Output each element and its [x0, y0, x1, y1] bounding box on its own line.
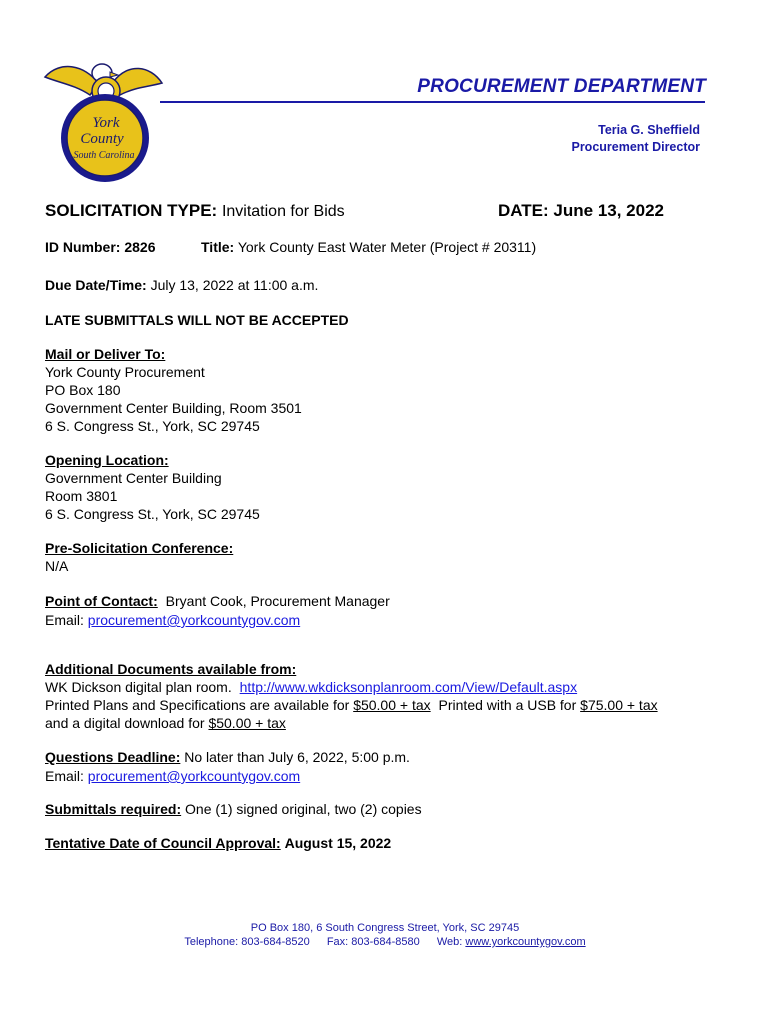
- county-seal-logo: [40, 55, 170, 185]
- department-title: PROCUREMENT DEPARTMENT: [417, 76, 706, 97]
- mail-line: Government Center Building, Room 3501: [45, 400, 302, 416]
- documents-line3-text: and a digital download for: [45, 715, 205, 731]
- solicitation-type-line: [45, 201, 345, 222]
- council-heading: Tentative Date of Council Approval:: [45, 835, 281, 851]
- solicitation-type-label: SOLICITATION TYPE:: [45, 201, 218, 220]
- footer-web-label: Web:: [436, 936, 463, 948]
- due-label: Due Date/Time:: [45, 277, 147, 293]
- late-submittals-notice: LATE SUBMITTALS WILL NOT BE ACCEPTED: [45, 312, 349, 328]
- council-value: August 15, 2022: [284, 835, 392, 851]
- questions-line: [45, 748, 410, 766]
- opening-line: Room 3801: [45, 488, 118, 504]
- title-line: [201, 238, 536, 256]
- mail-line: York County Procurement: [45, 364, 205, 380]
- opening-heading: Opening Location:: [45, 452, 169, 468]
- council-line: [45, 834, 391, 852]
- seal-text-county: County: [80, 131, 124, 147]
- price-usb: $75.00 + tax: [580, 697, 658, 713]
- opening-line: 6 S. Congress St., York, SC 29745: [45, 506, 260, 522]
- contact-heading: Point of Contact:: [45, 593, 158, 609]
- header-divider: [160, 101, 705, 103]
- mail-line: 6 S. Congress St., York, SC 29745: [45, 418, 260, 434]
- submittals-line: [45, 800, 422, 818]
- questions-value: No later than July 6, 2022, 5:00 p.m.: [184, 749, 410, 765]
- price-printed: $50.00 + tax: [353, 697, 431, 713]
- mail-heading: Mail or Deliver To:: [45, 346, 166, 362]
- conference-value: N/A: [45, 558, 69, 574]
- footer-contact-line: [0, 936, 770, 948]
- date-label: DATE:: [498, 201, 549, 220]
- plan-room-link[interactable]: http://www.wkdicksonplanroom.com/View/Default.aspx: [239, 679, 578, 695]
- mail-line: PO Box 180: [45, 382, 121, 398]
- price-digital: $50.00 + tax: [208, 715, 286, 731]
- documents-line1: [45, 678, 577, 696]
- documents-line3: [45, 714, 286, 732]
- documents-line2: [45, 696, 658, 714]
- seal-text-york: York: [92, 115, 120, 131]
- conference-heading: Pre-Solicitation Conference:: [45, 540, 234, 556]
- seal-text-state: South Carolina: [73, 150, 135, 161]
- submittals-heading: Submittals required:: [45, 801, 182, 817]
- submittals-value: One (1) signed original, two (2) copies: [185, 801, 422, 817]
- contact-value: Bryant Cook, Procurement Manager: [165, 593, 390, 609]
- contact-email-link[interactable]: procurement@yorkcountygov.com: [87, 612, 301, 628]
- documents-line1-text: WK Dickson digital plan room.: [45, 679, 232, 695]
- date-value: June 13, 2022: [553, 201, 664, 220]
- title-value: York County East Water Meter (Project # 20311): [237, 239, 537, 255]
- contact-line: [45, 592, 390, 610]
- id-number-line: [45, 238, 156, 256]
- footer-web-link[interactable]: www.yorkcountygov.com: [465, 936, 586, 948]
- documents-heading: Additional Documents available from:: [45, 661, 297, 677]
- questions-email-line: [45, 767, 300, 785]
- director-title: Procurement Director: [571, 140, 700, 154]
- id-label: ID Number:: [45, 239, 121, 255]
- documents-line2-mid: Printed with a USB for: [438, 697, 577, 713]
- director-name: Teria G. Sheffield: [598, 123, 700, 137]
- contact-email-label: Email:: [45, 612, 84, 628]
- questions-email-label: Email:: [45, 768, 84, 784]
- footer-fax: Fax: 803-684-8580: [326, 936, 420, 948]
- footer-telephone: Telephone: 803-684-8520: [184, 936, 310, 948]
- id-value: 2826: [124, 239, 156, 255]
- title-label: Title:: [201, 239, 235, 255]
- contact-email-line: [45, 611, 300, 629]
- due-date-line: [45, 276, 318, 294]
- questions-heading: Questions Deadline:: [45, 749, 181, 765]
- document-date: [498, 201, 664, 221]
- documents-line2-text: Printed Plans and Specifications are available for: [45, 697, 350, 713]
- opening-line: Government Center Building: [45, 470, 222, 486]
- due-value: July 13, 2022 at 11:00 a.m.: [150, 277, 319, 293]
- questions-email-link[interactable]: procurement@yorkcountygov.com: [87, 768, 301, 784]
- footer-address: PO Box 180, 6 South Congress Street, York, SC 29745: [250, 922, 520, 934]
- solicitation-type-value: Invitation for Bids: [221, 203, 345, 220]
